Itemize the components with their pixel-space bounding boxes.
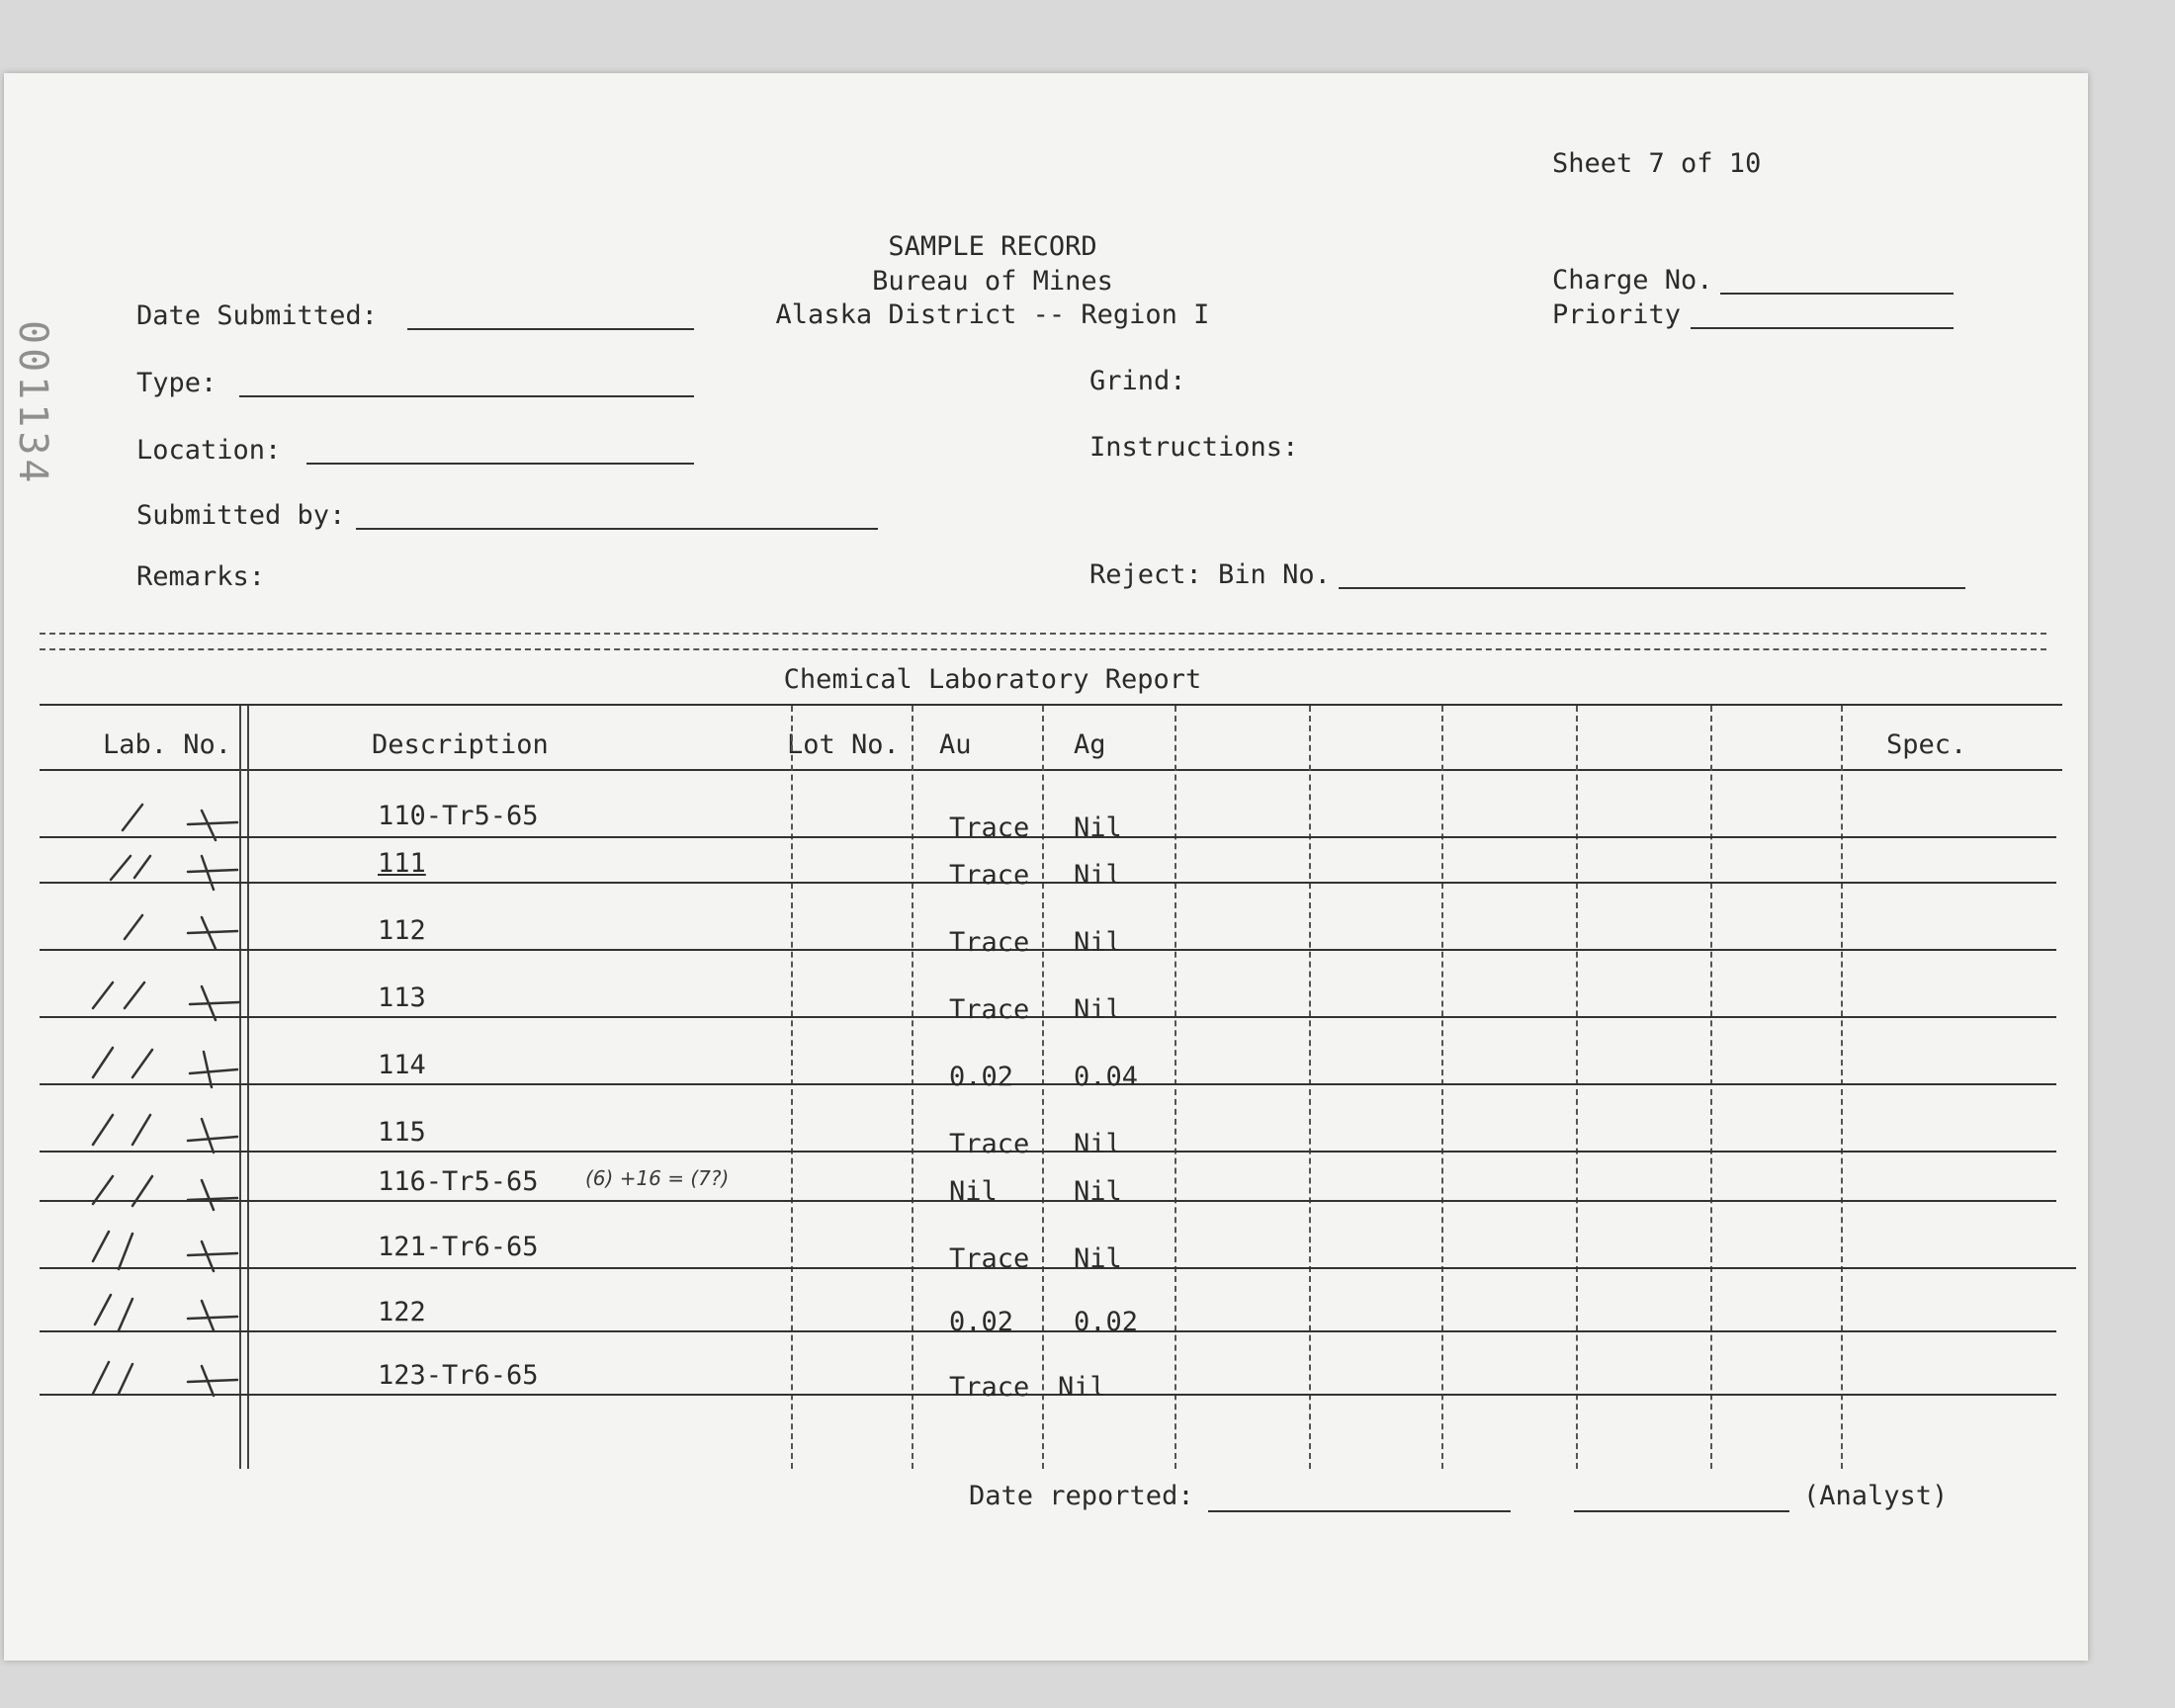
priority-line xyxy=(1691,327,1954,329)
document-subtitle-region: Alaska District -- Region I xyxy=(775,299,1210,330)
priority-label: Priority xyxy=(1552,299,1682,330)
row-ag: 0.04 xyxy=(1074,1062,1139,1092)
column-divider-description xyxy=(791,706,793,1469)
row-line xyxy=(40,882,2056,884)
row-ag: Nil xyxy=(1058,1372,1106,1403)
row-line xyxy=(40,1200,2056,1202)
separator-dashed-bottom xyxy=(40,648,2046,650)
row-au: Trace xyxy=(949,1372,1030,1403)
report-title: Chemical Laboratory Report xyxy=(783,664,1202,695)
date-submitted-line xyxy=(407,328,694,330)
column-divider-6 xyxy=(1309,706,1311,1469)
row-ag: 0.02 xyxy=(1074,1307,1139,1337)
remarks-label: Remarks: xyxy=(136,561,266,592)
row-description: 111 xyxy=(378,848,426,879)
header-lot-no: Lot No. xyxy=(787,729,900,760)
instructions-label: Instructions: xyxy=(1089,432,1299,463)
column-divider-8 xyxy=(1576,706,1578,1469)
row-au: Trace xyxy=(949,812,1030,843)
row-line xyxy=(40,949,2056,951)
header-spec: Spec. xyxy=(1886,729,1967,760)
analyst-line xyxy=(1574,1510,1789,1512)
row-description: 116-Tr5-65 xyxy=(378,1166,539,1197)
date-reported-label: Date reported: xyxy=(969,1481,1194,1511)
row-line xyxy=(40,1330,2056,1332)
type-label: Type: xyxy=(136,368,218,398)
sample-record-sheet xyxy=(4,73,2088,1661)
reject-bin-label: Reject: Bin No. xyxy=(1089,559,1331,590)
date-submitted-label: Date Submitted: xyxy=(136,300,378,331)
row-description: 122 xyxy=(378,1297,426,1327)
handwritten-annotation: (6) +16 = (7?) xyxy=(585,1166,730,1190)
sheet-label: Sheet 7 of 10 xyxy=(1552,148,1762,179)
report-title-underline xyxy=(40,704,2062,706)
header-lab-no: Lab. No. xyxy=(103,729,232,760)
row-au: Trace xyxy=(949,1129,1030,1159)
header-au: Au xyxy=(939,729,972,760)
charge-no-label: Charge No. xyxy=(1552,265,1713,296)
row-au: Trace xyxy=(949,1243,1030,1274)
analyst-label: (Analyst) xyxy=(1803,1481,1949,1511)
header-ag: Ag xyxy=(1074,729,1106,760)
row-line xyxy=(40,1083,2056,1085)
separator-dashed-top xyxy=(40,633,2046,635)
document-subtitle-agency: Bureau of Mines xyxy=(872,266,1113,297)
stamp-number: 001134 xyxy=(10,320,55,487)
location-label: Location: xyxy=(136,435,282,466)
column-divider-lot-no xyxy=(912,706,914,1469)
row-line xyxy=(40,1151,2056,1153)
row-line xyxy=(40,836,2056,838)
row-description: 115 xyxy=(378,1117,426,1148)
row-au: Trace xyxy=(949,927,1030,958)
column-divider-7 xyxy=(1441,706,1443,1469)
row-line xyxy=(40,1267,2076,1269)
header-underline xyxy=(40,769,2062,771)
row-description: 121-Tr6-65 xyxy=(378,1232,539,1262)
charge-no-line xyxy=(1720,293,1954,295)
grind-label: Grind: xyxy=(1089,366,1186,396)
document-title: SAMPLE RECORD xyxy=(888,231,1097,262)
row-description: 113 xyxy=(378,982,426,1013)
row-ag: Nil xyxy=(1074,1129,1122,1159)
submitted-by-label: Submitted by: xyxy=(136,500,346,531)
column-divider-ag xyxy=(1174,706,1176,1469)
row-description: 114 xyxy=(378,1050,426,1080)
submitted-by-line xyxy=(356,528,878,530)
column-divider-10 xyxy=(1841,706,1843,1469)
row-ag: Nil xyxy=(1074,994,1122,1025)
handwritten-check-marks-icon xyxy=(53,801,251,1473)
row-line xyxy=(40,1394,2056,1396)
row-line xyxy=(40,1016,2056,1018)
row-au: Trace xyxy=(949,994,1030,1025)
reject-bin-line xyxy=(1339,587,1965,589)
row-ag: Nil xyxy=(1074,812,1122,843)
row-au: Trace xyxy=(949,860,1030,891)
column-divider-au xyxy=(1042,706,1044,1469)
column-divider-9 xyxy=(1710,706,1712,1469)
row-ag: Nil xyxy=(1074,927,1122,958)
row-ag: Nil xyxy=(1074,1176,1122,1207)
type-line xyxy=(239,395,694,397)
date-reported-line xyxy=(1208,1510,1511,1512)
row-description: 110-Tr5-65 xyxy=(378,801,539,831)
row-au: Nil xyxy=(949,1176,998,1207)
row-description: 112 xyxy=(378,915,426,946)
row-ag: Nil xyxy=(1074,860,1122,891)
row-ag: Nil xyxy=(1074,1243,1122,1274)
row-au: 0.02 xyxy=(949,1062,1014,1092)
header-description: Description xyxy=(372,729,549,760)
row-description: 123-Tr6-65 xyxy=(378,1360,539,1391)
row-au: 0.02 xyxy=(949,1307,1014,1337)
location-line xyxy=(306,463,694,465)
